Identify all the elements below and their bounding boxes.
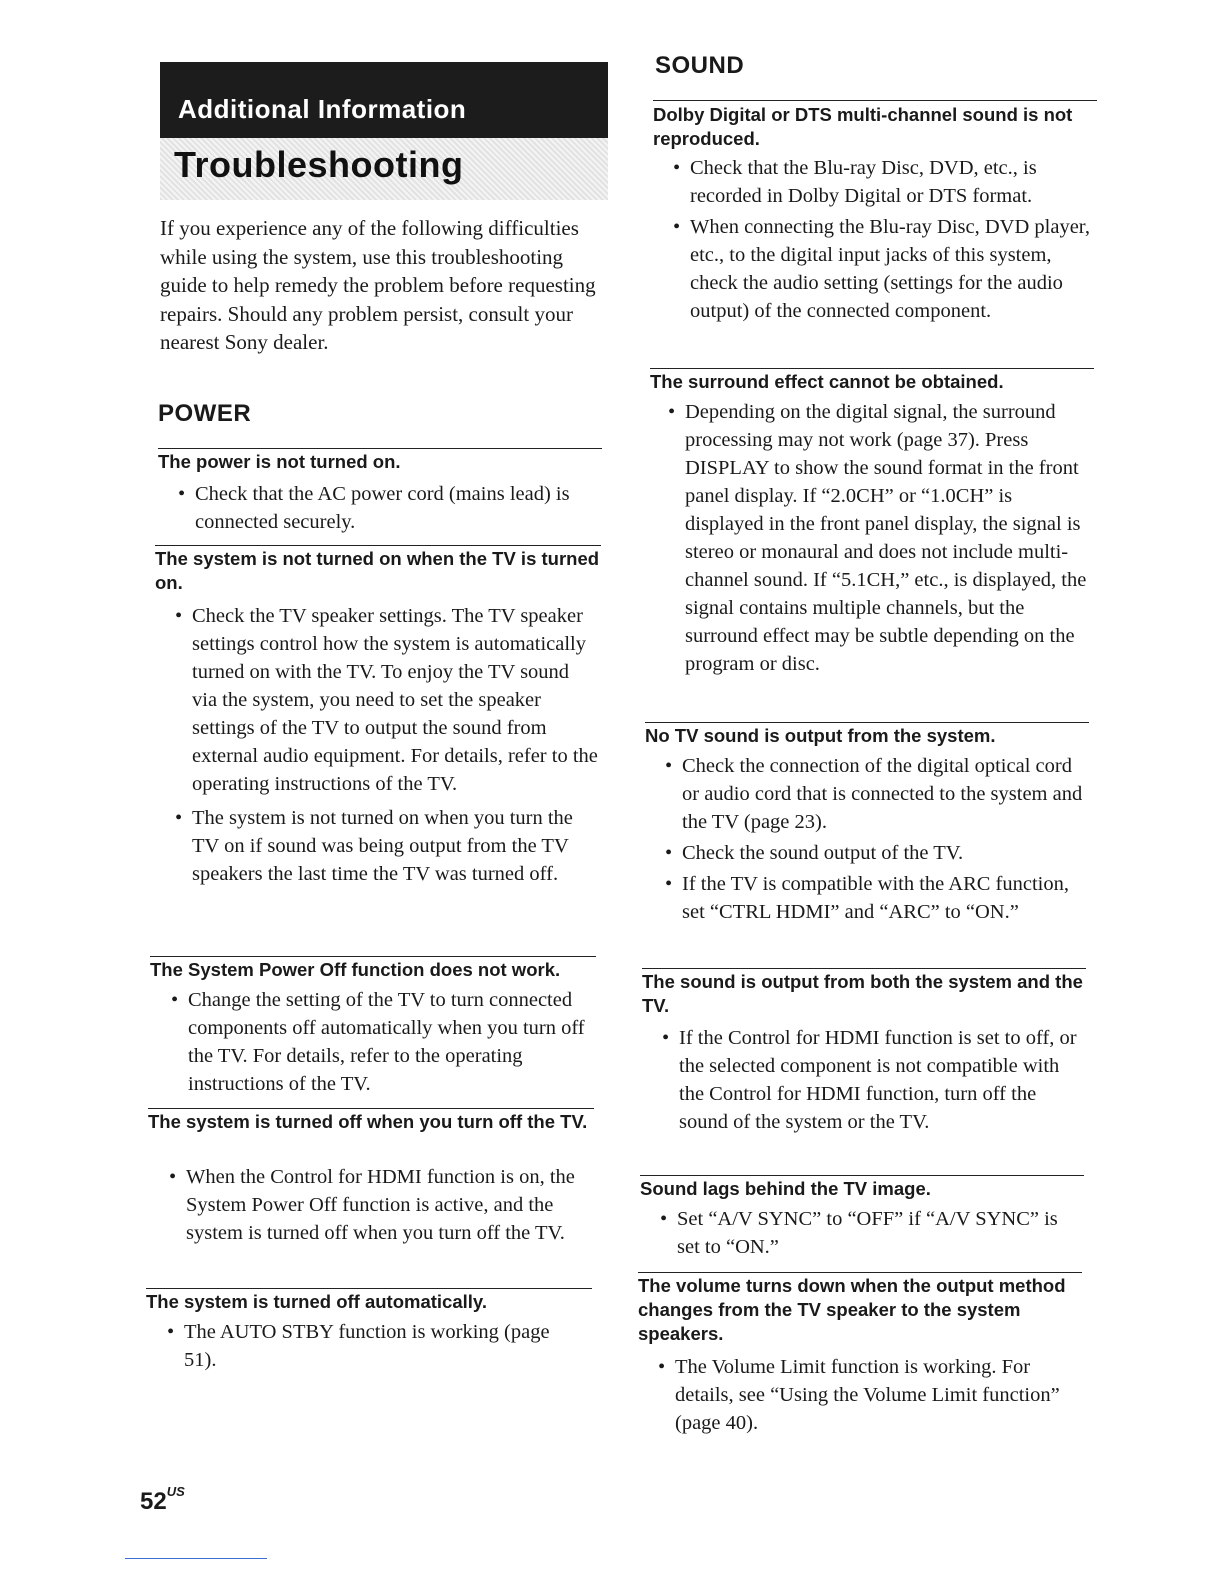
sound-q3: No TV sound is output from the system. (645, 725, 996, 746)
bullet-item: • Check the connection of the digital optical cord or audio cord that is connected to the system and the TV (page 23). (665, 752, 1089, 836)
bullet-item: • Change the setting of the TV to turn connected components off automatically when you turn off the TV. For details, refer to the operating instructions of the TV. (171, 986, 595, 1098)
page-number (140, 1484, 185, 1516)
section-label: Additional Information (160, 62, 608, 138)
power-a2 (175, 602, 599, 888)
bullet-item: • Check that the Blu-ray Disc, DVD, etc., is recorded in Dolby Digital or DTS format. (673, 154, 1097, 210)
page-title: Troubleshooting (174, 144, 464, 185)
page-number-value: 52 (140, 1488, 167, 1515)
sound-a6 (658, 1353, 1082, 1437)
bullet-item: • Check the sound output of the TV. (665, 839, 1089, 867)
power-q1: The power is not turned on. (158, 451, 401, 472)
sound-a1 (673, 154, 1097, 325)
divider (650, 368, 1094, 369)
sound-heading: SOUND (655, 52, 745, 79)
sound-a5 (660, 1205, 1084, 1261)
bullet-item: • Check the TV speaker settings. The TV speaker settings control how the system is automatically turned on with the TV. To enjoy the TV sound via the system, you need to set the speaker settings of the TV to output the sound from external audio equipment. For details, refer to the operating instructions of the TV. (175, 602, 599, 798)
sound-a4 (662, 1024, 1086, 1136)
sound-q6: The volume turns down when the output method changes from the TV speaker to the system speakers. (638, 1275, 1066, 1344)
page-region: US (166, 1484, 185, 1499)
power-a5 (167, 1318, 567, 1374)
divider (158, 448, 602, 449)
power-a3 (171, 986, 595, 1098)
power-q3: The System Power Off function does not work. (150, 959, 561, 980)
divider (150, 956, 596, 957)
divider (640, 1175, 1084, 1176)
divider (638, 1272, 1082, 1273)
bullet-item: • When connecting the Blu-ray Disc, DVD player, etc., to the digital input jacks of this system, check the audio setting (settings for the audio output) of the connected component. (673, 213, 1097, 325)
power-q2: The system is not turned on when the TV is turned on. (155, 548, 600, 593)
power-a4 (169, 1163, 593, 1247)
divider (642, 968, 1086, 969)
intro-paragraph: If you experience any of the following difficulties while using the system, use this troubleshooting guide to help remedy the problem before requesting repairs. Should any problem persist, consult your nearest Sony dealer. (160, 216, 596, 354)
power-a1 (178, 480, 602, 536)
bullet-item: • Depending on the digital signal, the surround processing may not work (page 37). Press DISPLAY to show the sound format in the front panel display. If “2.0CH” or “1.0CH” is displayed in the front panel display, the signal is stereo or monaural and does not include multi-channel sound. If “5.1CH,” etc., is displayed, the signal contains multiple channels, but the surround effect may be subtle depending on the program or disc. (668, 398, 1092, 678)
divider (155, 545, 601, 546)
footer-line (125, 1558, 267, 1559)
bullet-item: • If the Control for HDMI function is set to off, or the selected component is not compatible with the Control for HDMI function, turn off the sound of the system or the TV. (662, 1024, 1086, 1136)
sound-a2 (668, 398, 1092, 678)
power-q4: The system is turned off when you turn off the TV. (148, 1111, 588, 1132)
bullet-item: • If the TV is compatible with the ARC function, set “CTRL HDMI” and “ARC” to “ON.” (665, 870, 1089, 926)
power-q5: The system is turned off automatically. (146, 1291, 487, 1312)
bullet-item: • Set “A/V SYNC” to “OFF” if “A/V SYNC” is set to “ON.” (660, 1205, 1084, 1261)
bullet-item: • The AUTO STBY function is working (page 51). (167, 1318, 567, 1374)
divider (146, 1288, 592, 1289)
divider (645, 722, 1089, 723)
bullet-item: • When the Control for HDMI function is on, the System Power Off function is active, and the system is turned off when you turn off the TV. (169, 1163, 593, 1247)
sound-q5: Sound lags behind the TV image. (640, 1178, 931, 1199)
bullet-item: • Check that the AC power cord (mains lead) is connected securely. (178, 480, 602, 536)
bullet-item: • The system is not turned on when you turn the TV on if sound was being output from the TV speakers the last time the TV was turned off. (175, 804, 599, 888)
page-title-band (160, 138, 608, 200)
sound-q1: Dolby Digital or DTS multi-channel sound is not reproduced. (653, 104, 1073, 149)
divider (653, 100, 1097, 101)
sound-a3 (665, 752, 1089, 926)
power-heading: POWER (158, 400, 252, 427)
bullet-item: • The Volume Limit function is working. For details, see “Using the Volume Limit function” (page 40). (658, 1353, 1082, 1437)
sound-q2: The surround effect cannot be obtained. (650, 371, 1004, 392)
divider (148, 1108, 594, 1109)
sound-q4: The sound is output from both the system and the TV. (642, 971, 1083, 1016)
